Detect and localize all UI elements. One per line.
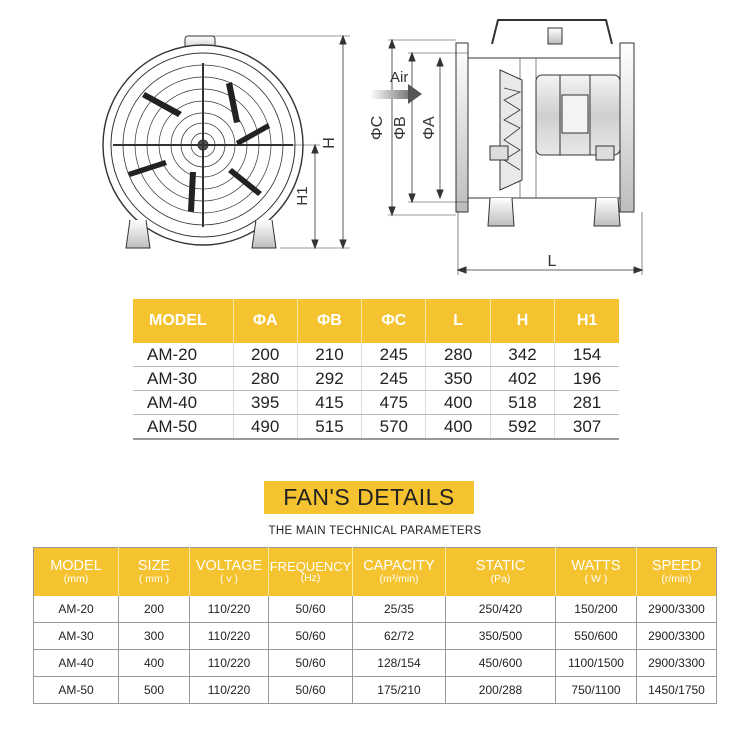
cell-model: AM-40 bbox=[133, 391, 233, 415]
cell: 400 bbox=[426, 391, 490, 415]
cell: 200/288 bbox=[446, 677, 556, 704]
header-model: MODEL bbox=[133, 299, 233, 343]
cell: 196 bbox=[555, 367, 619, 391]
header-phi-b: ΦB bbox=[297, 299, 361, 343]
cell: 400 bbox=[119, 650, 190, 677]
cell: 550/600 bbox=[556, 623, 637, 650]
cell: 50/60 bbox=[269, 623, 353, 650]
cell: 62/72 bbox=[353, 623, 446, 650]
header-frequency: FREQUENCY (Hz) bbox=[269, 548, 353, 597]
cell: 110/220 bbox=[190, 677, 269, 704]
cell: 2900/3300 bbox=[637, 623, 717, 650]
cell: 402 bbox=[490, 367, 554, 391]
cell-model: AM-30 bbox=[34, 623, 119, 650]
air-label: Air bbox=[390, 69, 409, 86]
cell: 350/500 bbox=[446, 623, 556, 650]
cell: 2900/3300 bbox=[637, 596, 717, 623]
dim-label-a: ΦA bbox=[421, 116, 438, 140]
details-title: FAN'S DETAILS bbox=[264, 481, 474, 514]
dim-label-l: L bbox=[547, 253, 557, 270]
table-row bbox=[34, 623, 717, 650]
cell: 342 bbox=[490, 343, 554, 367]
header-capacity: CAPACITY (m³/min) bbox=[353, 548, 446, 597]
cell: 150/200 bbox=[556, 596, 637, 623]
fan-technical-drawing bbox=[0, 0, 750, 290]
cell: 50/60 bbox=[269, 650, 353, 677]
header-static: STATIC (Pa) bbox=[446, 548, 556, 597]
cell: 250/420 bbox=[446, 596, 556, 623]
header-h: H bbox=[490, 299, 554, 343]
cell: 110/220 bbox=[190, 596, 269, 623]
dimension-table-header bbox=[133, 299, 619, 343]
dim-label-c: ΦC bbox=[369, 115, 386, 141]
cell: 518 bbox=[490, 391, 554, 415]
cell-model: AM-30 bbox=[133, 367, 233, 391]
cell: 110/220 bbox=[190, 650, 269, 677]
cell: 400 bbox=[426, 415, 490, 440]
header-l: L bbox=[426, 299, 490, 343]
cell: 750/1100 bbox=[556, 677, 637, 704]
cell: 50/60 bbox=[269, 677, 353, 704]
cell: 515 bbox=[297, 415, 361, 440]
params-subtitle: THE MAIN TECHNICAL PARAMETERS bbox=[268, 525, 482, 537]
cell: 300 bbox=[119, 623, 190, 650]
table-row bbox=[133, 415, 619, 440]
cell: 280 bbox=[233, 367, 297, 391]
cell-model: AM-20 bbox=[133, 343, 233, 367]
cell: 475 bbox=[362, 391, 426, 415]
cell: 490 bbox=[233, 415, 297, 440]
cell-model: AM-50 bbox=[133, 415, 233, 440]
cell: 281 bbox=[555, 391, 619, 415]
header-voltage: VOLTAGE ( v ) bbox=[190, 548, 269, 597]
front-view bbox=[103, 36, 303, 248]
dim-label-b: ΦB bbox=[392, 116, 409, 140]
cell: 350 bbox=[426, 367, 490, 391]
cell: 200 bbox=[233, 343, 297, 367]
table-row bbox=[34, 677, 717, 704]
cell: 110/220 bbox=[190, 623, 269, 650]
table-row bbox=[133, 367, 619, 391]
table-row bbox=[133, 343, 619, 367]
dim-label-h1: H1 bbox=[294, 186, 311, 206]
cell: 210 bbox=[297, 343, 361, 367]
cell: 1450/1750 bbox=[637, 677, 717, 704]
cell-model: AM-50 bbox=[34, 677, 119, 704]
header-phi-a: ΦA bbox=[233, 299, 297, 343]
cell: 500 bbox=[119, 677, 190, 704]
cell: 245 bbox=[362, 367, 426, 391]
cell: 395 bbox=[233, 391, 297, 415]
cell: 200 bbox=[119, 596, 190, 623]
cell: 2900/3300 bbox=[637, 650, 717, 677]
header-h1: H1 bbox=[555, 299, 619, 343]
cell: 175/210 bbox=[353, 677, 446, 704]
airflow-arrow-icon bbox=[370, 84, 422, 104]
cell: 307 bbox=[555, 415, 619, 440]
cell: 1100/1500 bbox=[556, 650, 637, 677]
dimension-table bbox=[133, 299, 619, 440]
dim-label-h: H bbox=[321, 137, 338, 149]
cell: 570 bbox=[362, 415, 426, 440]
cell: 592 bbox=[490, 415, 554, 440]
cell-model: AM-40 bbox=[34, 650, 119, 677]
cell: 280 bbox=[426, 343, 490, 367]
header-phi-c: ΦC bbox=[362, 299, 426, 343]
table-row bbox=[34, 596, 717, 623]
cell: 50/60 bbox=[269, 596, 353, 623]
cell: 25/35 bbox=[353, 596, 446, 623]
header-size: SIZE ( mm ) bbox=[119, 548, 190, 597]
header-model: MODEL (mm) bbox=[34, 548, 119, 597]
header-speed: SPEED (r/min) bbox=[637, 548, 717, 597]
header-watts: WATTS ( W ) bbox=[556, 548, 637, 597]
cell-model: AM-20 bbox=[34, 596, 119, 623]
parameters-table-header bbox=[34, 548, 717, 597]
parameters-table bbox=[33, 547, 717, 704]
cell: 245 bbox=[362, 343, 426, 367]
cell: 450/600 bbox=[446, 650, 556, 677]
table-row bbox=[133, 391, 619, 415]
table-row bbox=[34, 650, 717, 677]
cell: 154 bbox=[555, 343, 619, 367]
cell: 128/154 bbox=[353, 650, 446, 677]
cell: 292 bbox=[297, 367, 361, 391]
cell: 415 bbox=[297, 391, 361, 415]
side-view bbox=[456, 20, 634, 226]
